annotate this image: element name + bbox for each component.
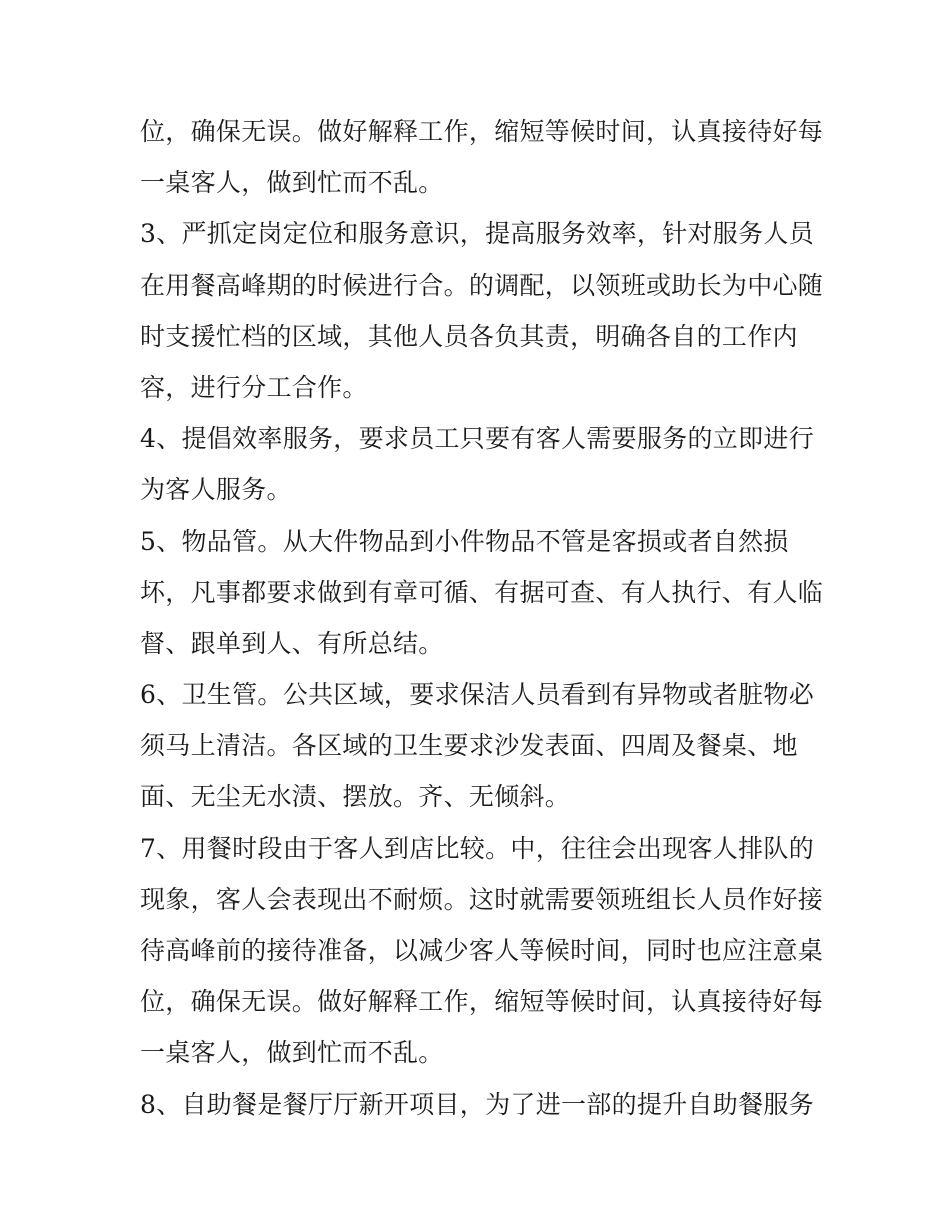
text-line: 一桌客人，做到忙而不乱。 [140, 168, 444, 198]
text-line: 8、自助餐是餐厅厅新开项目，为了进一部的提升自助餐服务 [140, 1089, 815, 1119]
text-line: 一桌客人，做到忙而不乱。 [140, 1038, 444, 1068]
text-line: 3、严抓定岗定位和服务意识，提高服务效率，针对服务人员 [140, 219, 815, 249]
text-line: 须马上清洁。各区域的卫生要求沙发表面、四周及餐桌、地 [140, 731, 798, 761]
text-line: 7、用餐时段由于客人到店比较。中，往往会出现客人排队的 [140, 833, 815, 863]
text-line: 容，进行分工合作。 [140, 372, 368, 402]
text-line: 面、无尘无水渍、摆放。齐、无倾斜。 [140, 782, 571, 812]
text-line: 位，确保无误。做好解释工作，缩短等候时间，认真接待好每 [140, 987, 824, 1017]
text-line: 待高峰前的接待准备，以减少客人等候时间，同时也应注意桌 [140, 936, 824, 965]
text-line: 现象，客人会表现出不耐烦。这时就需要领班组长人员作好接 [140, 884, 824, 914]
text-line: 为客人服务。 [140, 475, 292, 505]
text-line: 5、物品管。从大件物品到小件物品不管是客损或者自然损 [140, 526, 789, 556]
text-line: 位，确保无误。做好解释工作，缩短等候时间，认真接待好每 [140, 117, 824, 146]
text-line: 时支援忙档的区域，其他人员各负其责，明确各自的工作内 [140, 321, 798, 351]
text-line: 坏，凡事都要求做到有章可循、有据可查、有人执行、有人临 [140, 577, 824, 607]
text-line: 督、跟单到人、有所总结。 [140, 628, 444, 658]
text-line: 6、卫生管。公共区域，要求保洁人员看到有异物或者脏物必 [140, 680, 815, 710]
document-body [140, 106, 824, 1130]
text-line: 在用餐高峰期的时候进行合。的调配，以领班或助长为中心随 [140, 270, 824, 300]
text-line: 4、提倡效率服务，要求员工只要有客人需要服务的立即进行 [140, 424, 815, 454]
